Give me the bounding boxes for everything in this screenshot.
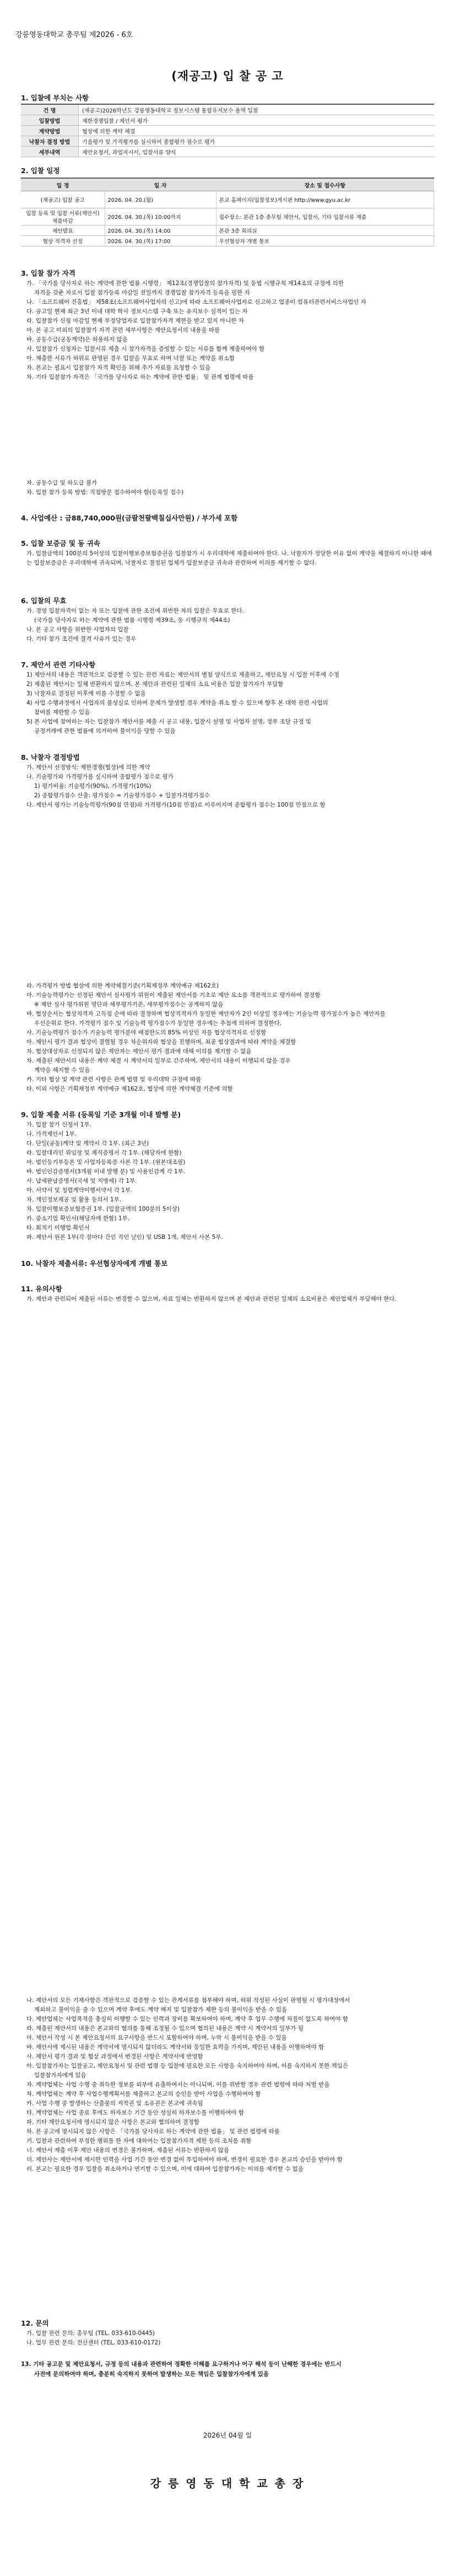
text-line: 거. 입찰과 관련하여 부정한 행위를 한 자에 대하여는 입찰참가자격 제한 등의 조치를 취함	[26, 2138, 252, 2144]
text-line: 다. 단일(공동)계약 및 계약서 각 1부. (최근 3년)	[26, 1140, 149, 1147]
section-5-heading: 5. 입찰 보증금 및 동 귀속	[21, 539, 100, 548]
schedule-table	[21, 178, 434, 246]
text-line: 바. 제안서에 제시된 내용은 계약서에 명시되지 않더라도 계약서와 동일한 효력을 가지며, 제안된 내용을 이행하여야 함	[26, 2044, 324, 2051]
table-row: 협상 적격자 선정 2026. 04. 30.(목) 17:00 우선협상자 개별 통보	[21, 236, 434, 246]
section-9-heading: 9. 입찰 제출 서류 (등록일 기준 3개월 이내 발행 분)	[21, 1110, 181, 1119]
text-line: 사전에 문의하여야 하며, 충분히 숙지하지 못하여 발생하는 모든 책임은 입찰참가자에게 있음	[34, 2371, 269, 2378]
text-line: 마. 법인등기부등본 및 사업자등록증 사본 각 1부. (원본대조필)	[26, 1159, 186, 1166]
text-line: 가. 제안서 선정방식: 제한경쟁(협상)에 의한 계약	[26, 764, 150, 771]
text-line: 바. 법인인감증명서(3개월 이내 발행 분) 및 사용인감계 각 1부.	[26, 1168, 186, 1175]
text-line: 사. 기술능력평가 점수가 기술능력 평가분야 배점한도의 85% 이상인 자를 협상적격자로 선정함	[26, 1029, 267, 1036]
text-line: 가. 입찰 참가 신청서 1부.	[26, 1121, 91, 1128]
text-line: 라. 제출된 제안서의 내용은 본교와의 협의를 통해 조정될 수 있으며 협의된 내용은 계약 시 계약서의 일부가 됨	[26, 2025, 304, 2032]
page-title: (재공고) 입 찰 공 고	[171, 69, 284, 83]
text-line: 3) 낙찰자로 결정된 이후에 이를 수정할 수 없음	[26, 690, 146, 697]
text-line: 차. 기타 입찰참가 자격은 「국가를 당사자로 하는 계약에 관한 법률」 및 관계 법령에 따름	[26, 374, 254, 380]
text-line: 아. 입찰참가자는 입찰공고, 제안요청서 및 관련 법령 등 입찰에 필요한 모든 사항을 숙지하여야 하며, 이를 숙지하지 못한 책임은	[26, 2063, 349, 2069]
text-line: 다. 기타 참가 조건에 결격 사유가 있는 경우	[26, 636, 137, 642]
text-line: 사. 입찰참가 신청자는 입찰서류 제출 시 참가자격을 증빙할 수 있는 서류를 함께 제출하여야 함	[26, 346, 265, 352]
text-line: 다. 공고일 현재 최근 3년 이내 대학 학사 정보시스템 구축 또는 유지보수 실적이 있는 자	[26, 308, 248, 315]
text-line: 가. 입찰 관련 문의: 총무팀 (TEL. 033-610-0445)	[26, 2330, 155, 2337]
text-line: 사. 납세완납증명서(국세 및 지방세) 각 1부.	[26, 1178, 137, 1184]
table-row: 제안발표 2026. 04. 30.(목) 14:00 본관 3층 회의실	[21, 226, 434, 236]
section-8-heading: 8. 낙찰자 결정방법	[21, 753, 80, 761]
text-paragraph: 가. 입찰금액의 100분의 5이상의 입찰이행보증보험증권을 입찰참가 시 우리대학에 제출하여야 한다. 나. 낙찰자가 정당한 이유 없이 계약을 체결하지 아니한 때에는 입찰보증금은 우리대학에 귀속되며, 낙찰자로 결정된 업체가 입찰보증금 귀속과 관련하여 이의를 제기할 수 없다.	[26, 550, 432, 566]
section-7-heading: 7. 제안서 관련 기타사항	[21, 661, 96, 669]
text-line: 나. 업무 관련 문의: 전산센터 (TEL. 033-610-0172)	[26, 2339, 161, 2346]
table-header-row: 일 정 일 자 장소 및 접수사항	[21, 178, 434, 191]
text-line: 차. 입찰이행보증보험증권 1부. (입찰금액의 100분의 5이상)	[26, 1206, 180, 1212]
text-line: 제외하고 불이익을 줄 수 있으며 계약 후에도 계약 해지 및 입찰참가 제한 등의 불이익을 받을 수 있음	[34, 2006, 288, 2013]
table-row: 입찰방법 제한경쟁입찰 / 제안서 평가	[21, 115, 434, 126]
text-line: 입찰참가자에게 있음	[34, 2072, 86, 2079]
text-line: 자. 계약업체는 사업 수행 중 취득한 정보를 외부에 유출하여서는 아니되며, 이를 위반할 경우 관련 법령에 따라 처벌 받음	[26, 2081, 330, 2088]
text-line: 다. 제안업체는 사업목적을 충실히 이행할 수 있는 인력과 장비를 확보하여야 하며, 계약 후 업무 수행에 차질이 없도록 하여야 함	[26, 2016, 349, 2022]
text-line: 러. 본교는 필요한 경우 입찰을 취소하거나 연기할 수 있으며, 이에 대하여 입찰참가자는 이의를 제기할 수 없음	[26, 2166, 304, 2172]
text-line: 나. 제안서의 모든 기재사항은 객관적으로 검증할 수 있는 관계서류를 첨부해야 하며, 허위 작성된 사실이 판명될 시 평가대상에서	[26, 1997, 350, 2004]
text-line: 파. 기타 제안요청서에 명시되지 않은 사항은 본교와 협의하여 결정함	[26, 2119, 200, 2126]
text-line: 타. 회적기 이행업 확인서	[26, 1225, 90, 1231]
text-line: 나. 「소프트웨어 진흥법」 제58조(소프트웨어사업자의 신고)에 따라 소프트웨어사업자로 신고하고 업종이 컴퓨터관련서비스사업인 자	[26, 299, 366, 305]
section-11-heading: 11. 유의사항	[21, 1285, 62, 1293]
text-line: 4) 사업 수행과정에서 사업자의 불성실로 인하여 문제가 발생할 경우 계약을 취소 할 수 있으며 향후 본 대학 관련 사업의	[26, 700, 328, 706]
text-line: 나. 본 공고 사항을 위반한 사업자의 입찰	[26, 626, 129, 633]
text-line: 자. 협상대상자로 선정되지 않은 제안자는 제안서 평가 결과에 대해 이의를 제기할 수 없음	[26, 1048, 252, 1055]
issuer-signature: 강 릉 영 동 대 학 교 총 장	[150, 2477, 305, 2490]
text-line: 자. 개인정보제공 및 활용 동의서 1부.	[26, 1196, 122, 1203]
text-line: 카. 기타 협상 및 계약 관련 사항은 관계 법령 및 우리대학 규정에 따름	[26, 1076, 202, 1083]
text-line: 사. 제안서 평가 결과 및 협상 과정에서 변경된 사항은 계약서에 반영함	[26, 2053, 203, 2060]
text-line: 나. 가격제안서 1부.	[26, 1131, 77, 1137]
text-line: 참여를 제한할 수 있음	[34, 709, 90, 716]
section-2-heading: 2. 입찰 일정	[21, 167, 60, 175]
text-line: 너. 제안서 제출 이후 제안 내용의 변경은 불가하며, 제출된 서류는 반환하지 않음	[26, 2147, 229, 2154]
text-line: 타. 계약업체는 사업 종료 후에도 하자보수 기간 동안 성실히 하자보수를 이행하여야 함	[26, 2110, 245, 2116]
text-line: 우선순위로 한다. 가격평가 점수 및 기술능력 평가점수가 동일한 경우에는 추첨에 의하여 결정한다.	[34, 1020, 282, 1027]
table-row: 계약방법 협상에 의한 계약 체결	[21, 126, 434, 136]
text-line: ※ 제안 심사 평가위원 명단과 세부평가기준, 세부평가점수는 공개하지 않음	[34, 1001, 224, 1008]
text-line: 2) 제출된 제안서는 일체 반환하지 않으며, 본 제안과 관련된 일체의 소요 비용은 입찰 참가자가 부담함	[26, 681, 284, 688]
table-row: 세부내역 제안요청서, 과업지시서, 입찰서류 양식	[21, 147, 434, 157]
text-line: 차. 계약업체는 계약 후 사업수행계획서를 제출하고 본교의 승인을 받아 사업을 수행하여야 함	[26, 2091, 261, 2097]
document-number: 강릉영동대학교 총무팀 제2026 - 6호	[15, 31, 133, 39]
text-line: 나. 기술평가와 가격평가를 실시하여 종합평가 점수로 평가	[26, 774, 174, 780]
table-row: 입찰 등록 및 입찰 서류(제안서) 제출마감 2026. 04. 30.(목) 10:00까지 접수장소: 본관 1층 총무팀 제안서, 입찰서, 기타 입찰서류 제출	[21, 208, 434, 226]
text-line: 1) 평가비율: 기술평가(90%), 가격평가(10%)	[34, 783, 151, 790]
section-3-heading: 3. 입찰 참가 자격	[21, 269, 75, 277]
table-row: 낙찰자 결정 방법 기술평가 및 가격평가를 실시하여 종합평가 점수로 평가	[21, 136, 434, 147]
text-line: 계약을 해지할 수 있음	[34, 1067, 90, 1074]
text-line: 라. 입찰대리인 위임장 및 재직증명서 각 1부. (해당자에 한함)	[26, 1150, 182, 1156]
text-line: 마. 기술능력평가는 선정된 제안서 심사평가 위원이 제출된 제안서를 기초로 제안 요소를 객관적으로 평가하여 결정함	[26, 992, 321, 999]
text-line: 카. 사업 수행 중 발생하는 산출물의 저작권 및 소유권은 본교에 귀속됨	[26, 2100, 203, 2107]
text-line: (국가를 당사자로 하는 계약에 관한 법률 시행령 제39조, 동 시행규칙 제44조)	[34, 617, 230, 624]
document-date: 2026년 04월 일	[203, 2432, 252, 2439]
overview-table	[21, 104, 434, 157]
text-line: 라. 입찰참가 신청 마감일 현재 부정당업자로 입찰참가자격 제한을 받고 있지 아니한 자	[26, 318, 245, 324]
table-row: 건 명 (재공고)2026학년도 강릉영동대학교 정보시스템 통합유지보수 용역 입찰	[21, 104, 434, 115]
text-line: 아. 제출한 서류가 허위로 판명된 경우 입찰을 무효로 하며 낙찰 또는 계약을 취소함	[26, 355, 235, 362]
text-line: 1) 제안서의 내용은 객관적으로 검증할 수 있는 관련 자료는 제안서의 별첨 양식으로 제출하고, 제안요청 시 입찰 이후에 수정	[26, 672, 339, 678]
text-line: 마. 본 공고 이외의 입찰참가 자격 관련 세부사항은 제안요청서의 내용을 따름	[26, 327, 220, 334]
text-line: 가. 「국가를 당사자로 하는 계약에 관한 법률 시행령」 제12조(경쟁입찰의 참가자격) 및 동법 시행규칙 제14조의 규정에 의한	[26, 280, 344, 287]
text-line: 2) 종합평가점수 산출: 평가점수 = 기술평가점수 + 입찰가격평가점수	[34, 792, 210, 799]
text-line: 자. 본교는 필요시 입찰참가 자격 확인을 위해 추가 자료를 요청할 수 있음	[26, 364, 211, 371]
section-13-heading: 13. 기타 공고문 및 제안요청서, 규정 등의 내용과 관련하여 정확한 이해를 요구하거나 어구 해석 등이 난해한 경우에는 반드시	[21, 2361, 342, 2368]
text-line: 자. 공동수급 및 하도급 불가	[26, 480, 98, 486]
text-line: 자격을 갖춘 자로서 입찰 참가등록 마감일 전일까지 경쟁입찰 참가자격 등록을 필한 자	[34, 289, 250, 296]
text-line: 하. 본 공고에 명시되지 않은 사항은 「국가를 당사자로 하는 계약에 관한 법률」 및 관련 법령에 따름	[26, 2128, 280, 2135]
table-row: (재공고) 입찰 공고 2026. 04. 20.(월) 본교 홈페이지(입찰정보)게시판 http://www.gyu.ac.kr	[21, 191, 434, 208]
text-paragraph: 가. 제안과 관련되어 제출된 서류는 변경할 수 없으며, 자료 일체는 반환하지 않으며 본 제안과 관련된 일체의 소요비용은 제안업체가 부담해야 한다.	[26, 1296, 397, 1302]
section-6-heading: 6. 입찰의 무효	[21, 597, 67, 605]
text-line: 가. 경영 입찰자격이 없는 자 또는 입찰에 관한 조건에 위반한 자의 입찰은 무효로 한다.	[26, 608, 244, 614]
text-line: 더. 제안사는 제안서에 제시한 인력을 사업 기간 동안 변경 없이 투입하여야 하며, 변경이 필요한 경우 본교의 승인을 받아야 함	[26, 2156, 343, 2163]
section-4-heading: 4. 사업예산 : 금88,740,000원(금팔천팔백칠십사만원) / 부가세 포함	[21, 514, 238, 522]
section-10-heading: 10. 낙찰자 제출서류: 우선협상자에게 개별 통보	[21, 1259, 168, 1268]
text-line: 라. 가격평가 방법 협상에 의한 계약체결기준(기획재정부 계약예규 제162호)	[26, 983, 219, 989]
text-line: 공정거래에 관한 법률에 의거하여 불이익을 당할 수 있음	[34, 728, 176, 734]
text-line: 마. 제안서 작성 시 본 제안요청서의 요구사항을 반드시 포함하여야 하며, 누락 시 불이익을 받을 수 있음	[26, 2035, 287, 2041]
text-line: 5) 본 사업에 참여하는 자는 입찰참가 제안서를 제출 시 공고 내용, 입찰시 설명 및 사업자 설명, 정부 조달 규정 및	[26, 718, 312, 725]
text-line: 카. 중소기업 확인서(해당자에 한함) 1부.	[26, 1215, 130, 1222]
text-line: 다. 제안서 평가는 기술능력평가(90점 만점)와 가격평가(10점 만점)로 이루어지며 종합평가 점수는 100점 만점으로 함	[26, 802, 326, 808]
section-1-heading: 1. 입찰에 부치는 사항	[21, 94, 89, 102]
text-line: 바. 공동수급(공동계약)은 허용하지 않음	[26, 336, 128, 343]
text-line: 아. 서약서 및 청렴계약이행서약서 각 1부.	[26, 1187, 133, 1194]
text-line: 차. 입찰 참가 등록 방법: 직접방문 접수하여야 함(등록일 접수)	[26, 489, 184, 496]
text-line: 타. 이외 사항은 기획재정부 계약예규 제162호, 협상에 의한 계약체결 기준에 의함	[26, 1086, 233, 1092]
text-line: 바. 협상순서는 협상적격자 고득점 순에 따라 결정하며 협상적격자가 동일한 제안자가 2인 이상일 경우에는 기술능력 평가점수가 높은 제안자를	[26, 1011, 386, 1017]
text-line: 아. 제안서 평가 결과 협상이 결렬될 경우 차순위자와 협상을 진행하며, 최종 협상결과에 따라 계약을 체결함	[26, 1039, 296, 1045]
section-12-heading: 12. 문의	[21, 2319, 49, 2327]
text-line: 파. 제안서 원본 1부(각 장마다 간인 직인 날인) 및 USB 1개, 제안서 사본 5부.	[26, 1234, 223, 1241]
text-line: 차. 제출된 제안서의 내용은 계약 체결 시 계약서의 일부로 간주하며, 제안서의 내용이 이행되지 않을 경우	[26, 1058, 291, 1064]
